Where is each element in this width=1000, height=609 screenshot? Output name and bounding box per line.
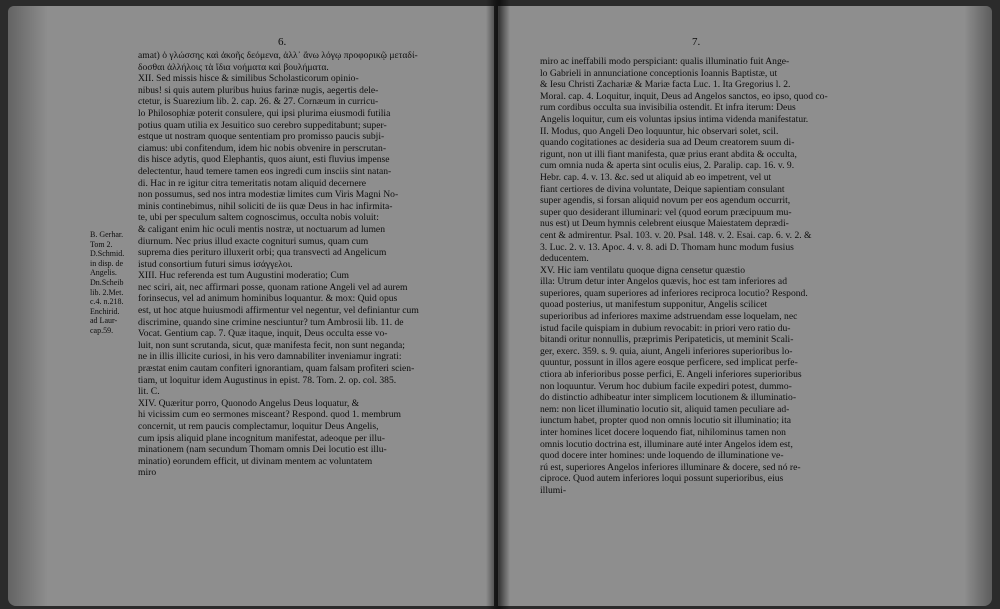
text-line: ne in illis illicite curiosi, in his vero damnabiliter inveniamur ingrati:	[138, 351, 402, 363]
text-line: rú est, superiores Angelos inferiores illuminare & docere, sed nó re-	[540, 461, 801, 473]
text-line: & caligant enim hic oculi mentis nostræ, ut noctuarum ad lumen	[138, 223, 385, 235]
text-line: do distinctio adhibeatur inter simplicem locutionem & illuminatio-	[540, 392, 797, 404]
page-edge-shadow	[8, 6, 48, 606]
text-line: tiam, ut loquitur idem Augustinus in epist. 78. Tom. 2. op. col. 385.	[138, 374, 397, 386]
right-page-body	[540, 56, 944, 497]
text-line: di. Hac in re igitur citra temeritatis notam aliquid decernere	[138, 177, 367, 189]
text-line: non loquuntur. Verum hoc dubium facile expediri potest, dummo-	[540, 380, 792, 392]
text-line: cent & admirentur. Psal. 103. v. 20. Psal. 148. v. 2. Esai. cap. 6. v. 2. &	[540, 229, 812, 241]
text-line: diurnum. Nec prius illud exacte cognituri sumus, quam cum	[138, 235, 369, 247]
text-line: istud consortium futuri simus ἰσάγγελοι.	[138, 258, 293, 270]
text-line: lo Gabrieli in annunciatione conceptionis Ioannis Baptistæ, ut	[540, 67, 778, 79]
text-line: minatio) eorundem efficit, ut divinam mentem ac voluntatem	[138, 455, 373, 467]
text-line: 3. Luc. 2. v. 13. Apoc. 4. v. 8. adi D. Thomam hunc modum fusius	[540, 241, 794, 253]
text-line: hi vicissim cum eo sermones misceant? Respond. quod 1. membrum	[138, 409, 401, 421]
text-line: ctetur, is Suarezium lib. 2. cap. 26. & 27. Cornæum in curricu-	[138, 96, 379, 108]
marginal-note: D.Schmid.	[90, 249, 125, 259]
text-line: ciproce. Quod autem inferiores loqui possunt superioribus, eius	[540, 473, 784, 485]
marginal-note: Enchirid.	[90, 306, 120, 316]
text-line: quando cogitationes ac desideria sua ad Deum creatorem suum di-	[540, 137, 795, 149]
text-line: Hebr. cap. 4. v. 13. &c. sed ut aliquid ab eo impetrent, vel ut	[540, 171, 772, 183]
book-gutter	[486, 0, 510, 609]
text-line: est, ut hoc atque huiusmodi affirmentur vel negentur, vel definiantur cum	[138, 305, 419, 317]
left-page-body	[138, 50, 468, 479]
text-line: δοσθαι ἀλλήλοις τὰ ἴδια νοήματα καὶ βουλήματα.	[138, 61, 329, 73]
text-line: Vocat. Gentium cap. 7. Quæ itaque, inquit, Deus occulta esse vo-	[138, 328, 388, 340]
text-line: te, ubi per speculum saltem cognoscimus, occulta nobis voluit:	[138, 212, 379, 224]
text-line: suprema dies perituro illuxerit orbi; qua transvecti ad Angelicum	[138, 247, 387, 259]
text-line: delectentur, haud temere tamen eos ingredi cum insciis sint natan-	[138, 165, 392, 177]
marginal-note: cap.59.	[90, 325, 114, 335]
text-line: ciamus: ubi confitendum, idem hic nobis obvenire in perscrutan-	[138, 142, 387, 154]
text-line: istud facile quispiam in dubium revocabit: in priori vero ratio du-	[540, 322, 791, 334]
text-line: XV. Hic iam ventilatu quoque digna censetur quæstio	[540, 264, 745, 276]
marginal-note: c.4. n.218.	[90, 297, 124, 307]
marginal-note: ad Laur-	[90, 316, 118, 326]
text-line: XIII. Huc referenda est tum Augustini moderatio; Cum	[138, 270, 350, 282]
text-line: luit, non sunt scrutanda, sicut, quæ manifesta fecit, non sunt neganda;	[138, 339, 405, 351]
text-line: miro	[138, 467, 157, 479]
text-line: cum ipsis aliquid plane incognitum manifestat, adeoque per illu-	[138, 432, 385, 444]
text-line: Moral. cap. 4. Loquitur, inquit, Deus ad Angelos sanctos, eo ipso, quod co-	[540, 90, 828, 102]
text-line: non possumus, sed nos intra modestiæ limites cum Viris Magni No-	[138, 189, 399, 201]
text-line: omnis locutio doctrina est, illuminare auté inter Angelos idem est,	[540, 438, 793, 450]
text-line: ctiora ab inferioribus posse perfici, E. Angeli inferiores superioribus	[540, 369, 802, 381]
text-line: deducentem.	[540, 253, 589, 265]
text-line: miro ac ineffabili modo perspiciant: qualis illuminatio fuit Ange-	[540, 56, 790, 67]
text-line: concernit, ut rem paucis complectamur, loquitur Deus Angelis,	[138, 421, 379, 432]
text-line: II. Modus, quo Angeli Deo loquuntur, hic observari solet, scil.	[540, 125, 779, 137]
text-line: Angelis loquitur, cum eis voluntas ipsius intima videnda manifestatur.	[540, 113, 809, 125]
text-line: rum cordibus occulta sua invisibilia ostendit. Et infra iterum: Deus	[540, 102, 796, 114]
marginal-note: Dn.Scheib	[90, 277, 124, 287]
text-line: minis continebimus, nihil soliciti de iis quæ Deus in hac infirmita-	[138, 200, 393, 212]
text-line: superiores, quam superiores ad inferiores reciproca locutio? Respond.	[540, 287, 808, 299]
text-line: lo Philosophiæ poterit consulere, qui ipsi plurima eiusmodi futilia	[138, 107, 391, 119]
text-line: minationem (nam secundum Thomam omnis Dei locutio est illu-	[138, 444, 387, 456]
text-line: nec sciri, ait, nec affirmari posse, quonam ratione Angeli vel ad aurem	[138, 281, 408, 293]
text-line: estque ut nostram quoque sententiam pro promisso paucis subji-	[138, 131, 385, 143]
text-line: ger, exerc. 359. s. 9. quia, aiunt, Angeli inferiores superioribus lo-	[540, 345, 793, 357]
left-page	[8, 6, 494, 606]
text-line: nem: non licet illuminatio locutio sit, aliquid tamen peculiare ad-	[540, 403, 790, 415]
text-line: dis hisce adytis, quod Elephantis, quos aiunt, esti fluvius impense	[138, 154, 390, 166]
text-line: forinsecus, vel ad animum hominibus loquantur. & mox: Quid opus	[138, 293, 398, 305]
text-line: illa: Utrum detur inter Angelos quævis, hoc est tam inferiores ad	[540, 276, 787, 288]
marginal-note: B. Gerhar.	[90, 230, 124, 239]
marginal-note: Tom 2.	[90, 239, 113, 249]
text-line: amat) ὁ γλώσσης καὶ ἀκοῆς δεόμενα, ἀλλ᾽ ἄνω λόγῳ προφορικῷ μεταδί-	[138, 50, 418, 61]
text-line: quoad posterius, ut manifestum supponitur, Angelis scilicet	[540, 299, 768, 311]
text-line: super quo desiderant illuminari: vel (quod eorum præcipuum mu-	[540, 206, 792, 218]
marginal-note: in disp. de	[90, 258, 124, 268]
right-page	[498, 6, 992, 606]
text-line: superioribus ad inferiores maxime adstruendam esse loquelam, nec	[540, 311, 798, 323]
text-line: cum omnia nuda & aperta sint oculis eius, 2. Paralip. cap. 16. v. 9.	[540, 160, 795, 172]
text-line: rigunt, non ut illi fiant manifesta, quæ prius erant abdita & occulta,	[540, 148, 797, 160]
page-number: 6.	[278, 36, 287, 48]
marginal-notes	[90, 230, 136, 336]
text-line: quod docere inter homines: unde loquendo de illuminatione ve-	[540, 450, 784, 462]
page-number: 7.	[692, 36, 701, 48]
text-line: nibus! si quis autem pluribus huius farinæ nugis, aegertis dele-	[138, 84, 379, 96]
text-line: quuntur, possunt in illos agere eosque perficere, sed implicat perfe-	[540, 357, 798, 369]
text-line: inter homines licet docere loquendo fiat, nihilominus tamen non	[540, 427, 786, 438]
text-line: XIV. Quæritur porro, Quonodo Angelus Deus loquatur, &	[138, 397, 360, 409]
text-line: nus est) ut Deum hymnis celebrent eiusque Maiestatem deprædi-	[540, 218, 789, 230]
text-line: illumi-	[540, 484, 567, 496]
text-line: lit. C.	[138, 386, 160, 398]
text-line: & Iesu Christi Zachariæ & Mariæ facta Luc. 1. Ita Gregorius l. 2.	[540, 79, 791, 91]
text-line: iunctum habet, propter quod non omnis locutio sit illuminatio; ita	[540, 415, 792, 427]
marginal-note: lib. 2.Met.	[90, 287, 124, 297]
text-line: discrimine, quando sine crimine nesciuntur? tum Ambrosii lib. 11. de	[138, 316, 404, 328]
text-line: fiant certiores de divina voluntate, Deique sapientiam consulant	[540, 183, 785, 195]
text-line: præstat enim cautam confiteri ignorantiam, quam falsam profiteri scien-	[138, 363, 415, 375]
marginal-note: Angelis.	[90, 268, 117, 278]
text-line: super agendis, si forsan aliquid novum per eos agendum occurrit,	[540, 195, 791, 207]
page-edge-shadow	[964, 6, 992, 606]
text-line: potius quam utilia ex Jesuitico suo cerebro suppeditabunt; super-	[138, 119, 387, 131]
text-line: bitandi oritur nonnullis, præprimis Peripateticis, ut meminit Scali-	[540, 334, 794, 346]
text-line: XII. Sed missis hisce & similibus Scholasticorum opinio-	[138, 73, 359, 85]
